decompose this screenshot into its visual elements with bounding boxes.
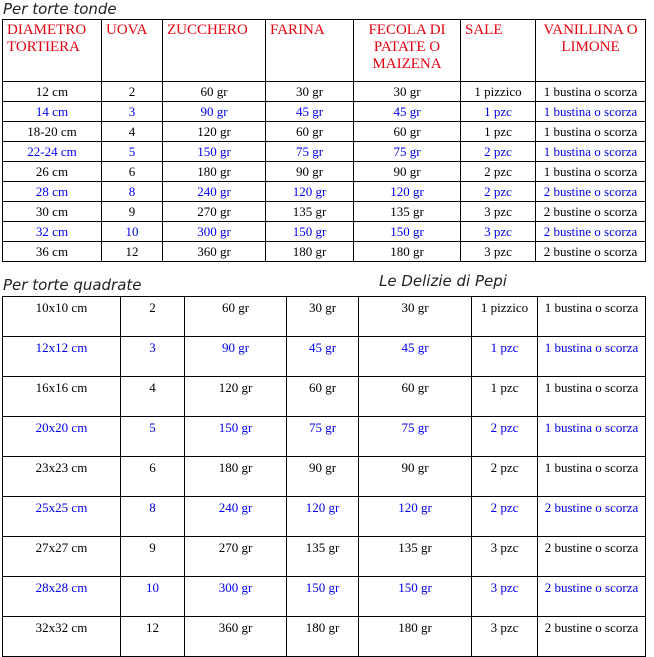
- cell-size: 28x28 cm: [3, 577, 121, 617]
- cell-eggs: 12: [121, 617, 185, 657]
- cell-size: 26 cm: [3, 162, 102, 182]
- round-table-row: [3, 222, 646, 242]
- square-table-row: [3, 297, 646, 337]
- cell-flavoring: 1 bustina o scorza: [536, 142, 646, 162]
- cell-sugar: 300 gr: [185, 577, 287, 617]
- cell-eggs: 3: [121, 337, 185, 377]
- cell-salt: 1 pizzico: [461, 82, 536, 102]
- cell-eggs: 9: [121, 537, 185, 577]
- cell-salt: 3 pzc: [472, 617, 538, 657]
- cell-flour: 30 gr: [287, 297, 359, 337]
- cell-flour: 135 gr: [287, 537, 359, 577]
- cell-flour: 180 gr: [287, 617, 359, 657]
- cell-starch: 120 gr: [359, 497, 472, 537]
- cell-eggs: 12: [102, 242, 163, 262]
- cell-salt: 2 pzc: [472, 497, 538, 537]
- cell-sugar: 90 gr: [163, 102, 266, 122]
- cell-flour: 75 gr: [266, 142, 354, 162]
- cell-flour: 150 gr: [266, 222, 354, 242]
- square-table-row: [3, 497, 646, 537]
- cell-flavoring: 1 bustina o scorza: [536, 102, 646, 122]
- cell-size: 25x25 cm: [3, 497, 121, 537]
- round-table-row: [3, 142, 646, 162]
- square-table-row: [3, 537, 646, 577]
- round-table-row: [3, 122, 646, 142]
- round-table-row: [3, 182, 646, 202]
- cell-size: 12 cm: [3, 82, 102, 102]
- cell-sugar: 360 gr: [185, 617, 287, 657]
- square-table-row: [3, 377, 646, 417]
- round-cakes-table: [2, 19, 646, 262]
- cell-sugar: 60 gr: [163, 82, 266, 102]
- cell-salt: 1 pzc: [461, 122, 536, 142]
- cell-sugar: 90 gr: [185, 337, 287, 377]
- header-eggs: UOVA: [102, 20, 163, 82]
- cell-starch: 45 gr: [354, 102, 461, 122]
- cell-salt: 3 pzc: [461, 222, 536, 242]
- round-table-row: [3, 82, 646, 102]
- cell-starch: 60 gr: [359, 377, 472, 417]
- cell-salt: 3 pzc: [472, 577, 538, 617]
- cell-flour: 135 gr: [266, 202, 354, 222]
- cell-salt: 2 pzc: [461, 182, 536, 202]
- header-flour: FARINA: [266, 20, 354, 82]
- cell-size: 30 cm: [3, 202, 102, 222]
- cell-eggs: 2: [102, 82, 163, 102]
- cell-salt: 3 pzc: [472, 537, 538, 577]
- cell-flavoring: 1 bustina o scorza: [536, 82, 646, 102]
- cell-flavoring: 2 bustine o scorza: [538, 537, 646, 577]
- round-table-header-row: [3, 20, 646, 82]
- cell-starch: 90 gr: [354, 162, 461, 182]
- cell-flavoring: 2 bustine o scorza: [536, 182, 646, 202]
- header-sugar: ZUCCHERO: [163, 20, 266, 82]
- cell-flavoring: 2 bustine o scorza: [536, 222, 646, 242]
- square-table-row: [3, 617, 646, 657]
- cell-salt: 1 pizzico: [472, 297, 538, 337]
- cell-flour: 60 gr: [287, 377, 359, 417]
- cell-salt: 1 pzc: [472, 337, 538, 377]
- cell-flavoring: 1 bustina o scorza: [538, 417, 646, 457]
- cell-flavoring: 1 bustina o scorza: [538, 457, 646, 497]
- round-cakes-title: Per torte tonde: [3, 0, 117, 18]
- cell-starch: 120 gr: [354, 182, 461, 202]
- cell-eggs: 4: [102, 122, 163, 142]
- cell-flavoring: 1 bustina o scorza: [538, 337, 646, 377]
- cell-sugar: 60 gr: [185, 297, 287, 337]
- cell-flour: 120 gr: [266, 182, 354, 202]
- cell-flavoring: 2 bustine o scorza: [538, 577, 646, 617]
- cell-salt: 2 pzc: [472, 457, 538, 497]
- square-cakes-table: [2, 296, 646, 657]
- cell-eggs: 9: [102, 202, 163, 222]
- cell-eggs: 6: [121, 457, 185, 497]
- square-cakes-title: Per torte quadrate: [3, 276, 142, 294]
- cell-size: 32 cm: [3, 222, 102, 242]
- cell-eggs: 2: [121, 297, 185, 337]
- square-table-row: [3, 337, 646, 377]
- cell-starch: 75 gr: [359, 417, 472, 457]
- cell-size: 10x10 cm: [3, 297, 121, 337]
- cell-sugar: 240 gr: [185, 497, 287, 537]
- header-diameter: DIAMETRO TORTIERA: [3, 20, 102, 82]
- cell-flour: 75 gr: [287, 417, 359, 457]
- cell-eggs: 10: [102, 222, 163, 242]
- cell-sugar: 240 gr: [163, 182, 266, 202]
- cell-salt: 3 pzc: [461, 202, 536, 222]
- cell-size: 32x32 cm: [3, 617, 121, 657]
- cell-salt: 2 pzc: [461, 162, 536, 182]
- cell-starch: 135 gr: [354, 202, 461, 222]
- cell-flavoring: 2 bustine o scorza: [538, 617, 646, 657]
- cell-flavoring: 1 bustina o scorza: [538, 297, 646, 337]
- round-table-row: [3, 162, 646, 182]
- cell-sugar: 120 gr: [163, 122, 266, 142]
- cell-starch: 180 gr: [359, 617, 472, 657]
- cell-starch: 150 gr: [354, 222, 461, 242]
- cell-sugar: 300 gr: [163, 222, 266, 242]
- cell-sugar: 270 gr: [185, 537, 287, 577]
- cell-eggs: 4: [121, 377, 185, 417]
- round-table-row: [3, 202, 646, 222]
- header-vanilla: VANILLINA O LIMONE: [536, 20, 646, 82]
- round-table-row: [3, 102, 646, 122]
- square-table-row: [3, 417, 646, 457]
- cell-size: 14 cm: [3, 102, 102, 122]
- cell-eggs: 5: [102, 142, 163, 162]
- cell-salt: 1 pzc: [461, 102, 536, 122]
- round-table-row: [3, 242, 646, 262]
- cell-size: 12x12 cm: [3, 337, 121, 377]
- brand-signature: Le Delizie di Pepi: [379, 272, 507, 290]
- cell-size: 16x16 cm: [3, 377, 121, 417]
- cell-flavoring: 1 bustina o scorza: [538, 377, 646, 417]
- cell-flour: 90 gr: [287, 457, 359, 497]
- cell-eggs: 8: [102, 182, 163, 202]
- header-starch: FECOLA DI PATATE O MAIZENA: [354, 20, 461, 82]
- cell-eggs: 10: [121, 577, 185, 617]
- cell-starch: 75 gr: [354, 142, 461, 162]
- cell-salt: 3 pzc: [461, 242, 536, 262]
- cell-starch: 90 gr: [359, 457, 472, 497]
- cell-starch: 135 gr: [359, 537, 472, 577]
- header-salt: SALE: [461, 20, 536, 82]
- cell-flour: 90 gr: [266, 162, 354, 182]
- square-table-row: [3, 457, 646, 497]
- cell-sugar: 180 gr: [185, 457, 287, 497]
- cell-sugar: 150 gr: [185, 417, 287, 457]
- cell-flavoring: 1 bustina o scorza: [536, 122, 646, 142]
- cell-salt: 1 pzc: [472, 377, 538, 417]
- cell-starch: 60 gr: [354, 122, 461, 142]
- cell-starch: 45 gr: [359, 337, 472, 377]
- cell-flavoring: 2 bustine o scorza: [536, 202, 646, 222]
- cell-flour: 30 gr: [266, 82, 354, 102]
- cell-sugar: 180 gr: [163, 162, 266, 182]
- cell-flour: 120 gr: [287, 497, 359, 537]
- cell-size: 22-24 cm: [3, 142, 102, 162]
- cell-salt: 2 pzc: [472, 417, 538, 457]
- cell-size: 36 cm: [3, 242, 102, 262]
- cell-starch: 180 gr: [354, 242, 461, 262]
- cell-eggs: 5: [121, 417, 185, 457]
- cell-sugar: 270 gr: [163, 202, 266, 222]
- cell-eggs: 3: [102, 102, 163, 122]
- square-table-row: [3, 577, 646, 617]
- cell-sugar: 360 gr: [163, 242, 266, 262]
- cell-starch: 150 gr: [359, 577, 472, 617]
- cell-flour: 45 gr: [287, 337, 359, 377]
- cell-flour: 150 gr: [287, 577, 359, 617]
- cell-flavoring: 1 bustina o scorza: [536, 162, 646, 182]
- cell-flavoring: 2 bustine o scorza: [536, 242, 646, 262]
- cell-size: 27x27 cm: [3, 537, 121, 577]
- cell-starch: 30 gr: [354, 82, 461, 102]
- cell-size: 20x20 cm: [3, 417, 121, 457]
- cell-size: 18-20 cm: [3, 122, 102, 142]
- cell-flour: 60 gr: [266, 122, 354, 142]
- cell-flour: 45 gr: [266, 102, 354, 122]
- cell-eggs: 6: [102, 162, 163, 182]
- cell-flavoring: 2 bustine o scorza: [538, 497, 646, 537]
- cell-salt: 2 pzc: [461, 142, 536, 162]
- cell-size: 28 cm: [3, 182, 102, 202]
- cell-eggs: 8: [121, 497, 185, 537]
- cell-sugar: 150 gr: [163, 142, 266, 162]
- cell-flour: 180 gr: [266, 242, 354, 262]
- cell-starch: 30 gr: [359, 297, 472, 337]
- cell-sugar: 120 gr: [185, 377, 287, 417]
- cell-size: 23x23 cm: [3, 457, 121, 497]
